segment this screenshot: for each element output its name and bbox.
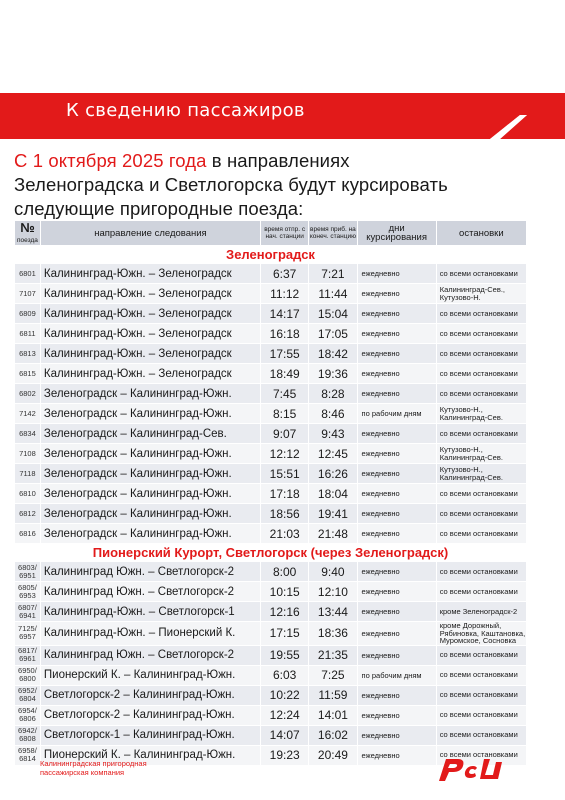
arrival-time: 15:04 <box>309 304 357 324</box>
arrival-time: 17:05 <box>309 324 357 344</box>
arrival-time: 19:36 <box>309 364 357 384</box>
train-number: 6802 <box>15 384 41 404</box>
operating-days: ежедневно <box>357 504 436 524</box>
banner-title: К сведению пассажиров <box>66 100 305 121</box>
train-number: 7125/ 6957 <box>15 622 41 646</box>
train-number: 7108 <box>15 444 41 464</box>
stops-cell: со всеми остановками <box>436 324 526 344</box>
top-blank-area <box>0 0 565 86</box>
operating-days: ежедневно <box>357 364 436 384</box>
stops-cell: со всеми остановками <box>436 524 526 544</box>
train-schedule-table <box>14 220 527 766</box>
section-title: Зеленоградск <box>15 246 527 264</box>
table-row <box>15 685 527 705</box>
route-cell: Пионерский К. – Калининград-Южн. <box>40 665 260 685</box>
train-number: 6942/ 6808 <box>15 725 41 745</box>
stops-cell: со всеми остановками <box>436 504 526 524</box>
stops-cell: со всеми остановками <box>436 424 526 444</box>
operating-days: ежедневно <box>357 384 436 404</box>
route-cell: Светлогорск-2 – Калининград-Южн. <box>40 705 260 725</box>
route-cell: Калининград-Южн. – Пионерский К. <box>40 622 260 646</box>
stops-cell: со всеми остановками <box>436 364 526 384</box>
train-number: 6805/ 6953 <box>15 582 41 602</box>
company-name <box>40 759 147 777</box>
operating-days: ежедневно <box>357 705 436 725</box>
departure-time: 10:22 <box>261 685 309 705</box>
operating-days: ежедневно <box>357 582 436 602</box>
arrival-time: 9:43 <box>309 424 357 444</box>
route-cell: Калининград-Южн. – Светлогорск-1 <box>40 602 260 622</box>
departure-time: 17:15 <box>261 622 309 646</box>
table-row <box>15 524 527 544</box>
operating-days: ежедневно <box>357 484 436 504</box>
route-cell: Калининград-Южн. – Зеленоградск <box>40 344 260 364</box>
route-cell: Зеленоградск – Калининград-Южн. <box>40 464 260 484</box>
train-number: 6952/ 6804 <box>15 685 41 705</box>
arrival-time: 8:28 <box>309 384 357 404</box>
route-cell: Светлогорск-2 – Калининград-Южн. <box>40 685 260 705</box>
train-number: 6811 <box>15 324 41 344</box>
arrival-time: 18:42 <box>309 344 357 364</box>
table-row <box>15 705 527 725</box>
operating-days: ежедневно <box>357 324 436 344</box>
stops-cell: кроме Зеленоградск-2 <box>436 602 526 622</box>
train-number: 6950/ 6800 <box>15 665 41 685</box>
header-days: дни курсирования <box>357 221 436 246</box>
arrival-time: 19:41 <box>309 504 357 524</box>
train-number: 7118 <box>15 464 41 484</box>
stops-cell: со всеми остановками <box>436 705 526 725</box>
header-departure: время отпр. с нач. станции <box>261 221 309 246</box>
table-row <box>15 464 527 484</box>
headline-line1-rest: в направлениях <box>206 150 350 171</box>
train-number: 7107 <box>15 284 41 304</box>
rzd-logo-icon <box>438 757 504 783</box>
route-cell: Светлогорск-1 – Калининград-Южн. <box>40 725 260 745</box>
operating-days: ежедневно <box>357 524 436 544</box>
route-cell: Зеленоградск – Калининград-Южн. <box>40 404 260 424</box>
arrival-time: 7:21 <box>309 264 357 284</box>
departure-time: 7:45 <box>261 384 309 404</box>
stops-cell: со всеми остановками <box>436 685 526 705</box>
stops-cell: со всеми остановками <box>436 582 526 602</box>
operating-days: ежедневно <box>357 424 436 444</box>
departure-time: 11:12 <box>261 284 309 304</box>
train-number: 6954/ 6806 <box>15 705 41 725</box>
train-number: 6834 <box>15 424 41 444</box>
train-number: 6801 <box>15 264 41 284</box>
operating-days: ежедневно <box>357 304 436 324</box>
operating-days: ежедневно <box>357 344 436 364</box>
departure-time: 19:23 <box>261 745 309 765</box>
section-header-row <box>15 246 527 264</box>
table-row <box>15 444 527 464</box>
arrival-time: 21:48 <box>309 524 357 544</box>
arrival-time: 11:59 <box>309 685 357 705</box>
table-row <box>15 484 527 504</box>
company-name-line1: Калининградская пригородная <box>40 759 147 768</box>
arrival-time: 13:44 <box>309 602 357 622</box>
operating-days: ежедневно <box>357 645 436 665</box>
stops-cell: со всеми остановками <box>436 264 526 284</box>
table-header-row <box>15 221 527 246</box>
route-cell: Зеленоградск – Калининград-Южн. <box>40 384 260 404</box>
header-num-symbol: № <box>20 219 35 235</box>
stops-cell: Кутузово-Н., Калининград-Сев. <box>436 464 526 484</box>
arrival-time: 16:02 <box>309 725 357 745</box>
header-train-number <box>15 221 41 246</box>
table-row <box>15 424 527 444</box>
operating-days: ежедневно <box>357 685 436 705</box>
departure-time: 14:07 <box>261 725 309 745</box>
operating-days: по рабочим дням <box>357 665 436 685</box>
section-header-row <box>15 544 527 562</box>
table-row <box>15 404 527 424</box>
route-cell: Калининград-Южн. – Зеленоградск <box>40 304 260 324</box>
route-cell: Калининград-Южн. – Зеленоградск <box>40 284 260 304</box>
effective-date: С 1 октября 2025 года <box>14 150 207 171</box>
departure-time: 16:18 <box>261 324 309 344</box>
arrival-time: 18:04 <box>309 484 357 504</box>
route-cell: Калининград-Южн. – Зеленоградск <box>40 264 260 284</box>
route-cell: Зеленоградск – Калининград-Южн. <box>40 524 260 544</box>
train-number: 6807/ 6941 <box>15 602 41 622</box>
stops-cell: со всеми остановками <box>436 745 526 765</box>
table-row <box>15 725 527 745</box>
table-row <box>15 264 527 284</box>
departure-time: 15:51 <box>261 464 309 484</box>
header-num-sub: поезда <box>17 236 38 244</box>
header-route: направление следования <box>40 221 260 246</box>
route-cell: Калининград Южн. – Светлогорск-2 <box>40 582 260 602</box>
table-row <box>15 602 527 622</box>
stops-cell: со всеми остановками <box>436 344 526 364</box>
table-row <box>15 665 527 685</box>
operating-days: ежедневно <box>357 562 436 582</box>
arrival-time: 12:45 <box>309 444 357 464</box>
departure-time: 8:00 <box>261 562 309 582</box>
route-cell: Зеленоградск – Калининград-Южн. <box>40 484 260 504</box>
table-row <box>15 304 527 324</box>
arrival-time: 21:35 <box>309 645 357 665</box>
train-number: 6813 <box>15 344 41 364</box>
stops-cell: со всеми остановками <box>436 562 526 582</box>
stops-cell: со всеми остановками <box>436 304 526 324</box>
departure-time: 17:55 <box>261 344 309 364</box>
notice-banner <box>0 93 565 139</box>
route-cell: Пионерский К. – Калининград-Южн. <box>40 745 260 765</box>
stops-cell: Кутузово-Н., Калининград-Сев. <box>436 444 526 464</box>
arrival-time: 14:01 <box>309 705 357 725</box>
table-row <box>15 504 527 524</box>
stops-cell: со всеми остановками <box>436 384 526 404</box>
departure-time: 18:49 <box>261 364 309 384</box>
table-row <box>15 284 527 304</box>
stops-cell: Кутузово-Н., Калининград-Сев. <box>436 404 526 424</box>
departure-time: 10:15 <box>261 582 309 602</box>
operating-days: ежедневно <box>357 622 436 646</box>
train-number: 6812 <box>15 504 41 524</box>
headline-line3: следующие пригородные поезда: <box>14 198 304 219</box>
company-name-line2: пассажирская компания <box>40 768 125 777</box>
operating-days: ежедневно <box>357 602 436 622</box>
arrival-time: 8:46 <box>309 404 357 424</box>
departure-time: 12:24 <box>261 705 309 725</box>
train-number: 7142 <box>15 404 41 424</box>
table-row <box>15 324 527 344</box>
departure-time: 9:07 <box>261 424 309 444</box>
train-number: 6809 <box>15 304 41 324</box>
departure-time: 8:15 <box>261 404 309 424</box>
table-row <box>15 645 527 665</box>
train-number: 6803/ 6951 <box>15 562 41 582</box>
operating-days: ежедневно <box>357 725 436 745</box>
stops-cell: со всеми остановками <box>436 665 526 685</box>
operating-days: ежедневно <box>357 444 436 464</box>
departure-time: 6:03 <box>261 665 309 685</box>
table-row <box>15 384 527 404</box>
departure-time: 17:18 <box>261 484 309 504</box>
route-cell: Калининград-Южн. – Зеленоградск <box>40 364 260 384</box>
operating-days: ежедневно <box>357 284 436 304</box>
arrival-time: 12:10 <box>309 582 357 602</box>
route-cell: Зеленоградск – Калининград-Южн. <box>40 444 260 464</box>
departure-time: 19:55 <box>261 645 309 665</box>
arrival-time: 18:36 <box>309 622 357 646</box>
arrival-time: 20:49 <box>309 745 357 765</box>
train-number: 6817/ 6961 <box>15 645 41 665</box>
schedule-body <box>15 246 527 766</box>
header-stops: остановки <box>436 221 526 246</box>
route-cell: Калининград Южн. – Светлогорск-2 <box>40 645 260 665</box>
operating-days: по рабочим дням <box>357 404 436 424</box>
train-number: 6816 <box>15 524 41 544</box>
table-row <box>15 562 527 582</box>
operating-days: ежедневно <box>357 464 436 484</box>
arrival-time: 7:25 <box>309 665 357 685</box>
table-row <box>15 364 527 384</box>
stops-cell: со всеми остановками <box>436 725 526 745</box>
train-number: 6810 <box>15 484 41 504</box>
table-row <box>15 582 527 602</box>
announcement-headline <box>14 149 554 221</box>
arrival-time: 9:40 <box>309 562 357 582</box>
departure-time: 12:12 <box>261 444 309 464</box>
route-cell: Зеленоградск – Калининград-Сев. <box>40 424 260 444</box>
header-arrival: время приб. на конеч. станцию <box>309 221 357 246</box>
operating-days: ежедневно <box>357 264 436 284</box>
departure-time: 6:37 <box>261 264 309 284</box>
route-cell: Калининград-Южн. – Зеленоградск <box>40 324 260 344</box>
departure-time: 14:17 <box>261 304 309 324</box>
headline-line2: Зеленоградска и Светлогорска будут курсировать <box>14 174 448 195</box>
section-title: Пионерский Курорт, Светлогорск (через Зеленоградск) <box>15 544 527 562</box>
departure-time: 18:56 <box>261 504 309 524</box>
stops-cell: со всеми остановками <box>436 484 526 504</box>
departure-time: 21:03 <box>261 524 309 544</box>
table-row <box>15 344 527 364</box>
arrival-time: 16:26 <box>309 464 357 484</box>
route-cell: Зеленоградск – Калининград-Южн. <box>40 504 260 524</box>
route-cell: Калининград Южн. – Светлогорск-2 <box>40 562 260 582</box>
table-row <box>15 622 527 646</box>
train-number: 6958/ 6814 <box>15 745 41 765</box>
stops-cell: Калининград-Сев., Кутузово-Н. <box>436 284 526 304</box>
arrival-time: 11:44 <box>309 284 357 304</box>
train-number: 6815 <box>15 364 41 384</box>
operating-days: ежедневно <box>357 745 436 765</box>
stops-cell: кроме Дорожный, Рябиновка, Каштановка, Муромское, Сосновка <box>436 622 526 646</box>
stops-cell: со всеми остановками <box>436 645 526 665</box>
departure-time: 12:16 <box>261 602 309 622</box>
